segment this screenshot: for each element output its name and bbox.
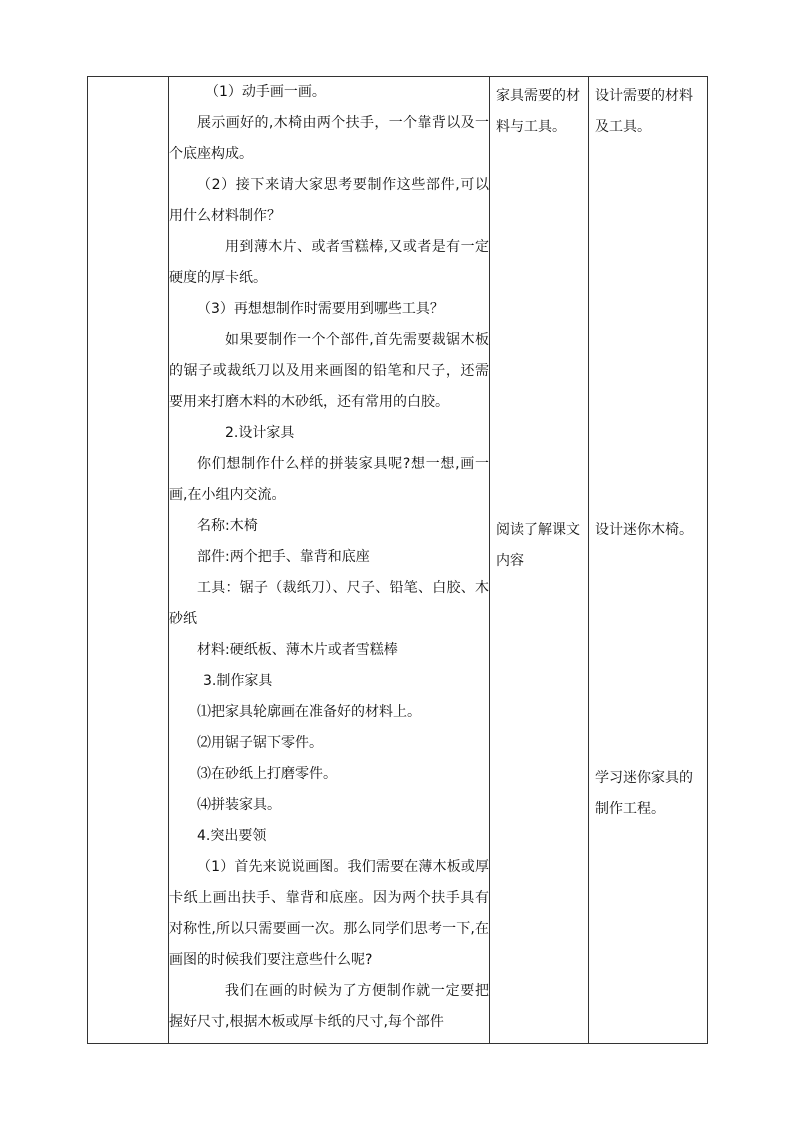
- student-activity-text: 阅读了解课文内容: [496, 522, 580, 569]
- process-step: ⑷拼装家具。: [197, 797, 281, 813]
- student-activity-cell: [490, 77, 589, 1044]
- section-heading: 4.突出要领: [197, 828, 267, 844]
- process-paragraph: （3）再想想制作时需要用到哪些工具？: [197, 301, 444, 317]
- lesson-plan-table: [87, 76, 708, 1044]
- process-paragraph: 材料:硬纸板、薄木片或者雪糕棒: [197, 642, 398, 658]
- design-intent-text: 设计迷你木椅。: [595, 522, 693, 538]
- process-paragraph: （2）接下来请大家思考要制作这些部件,可以用什么材料制作？: [169, 177, 489, 224]
- process-paragraph: 如果要制作一个个部件,首先需要裁锯木板的锯子或裁纸刀以及用来画图的铅笔和尺子，还需要用来打磨木料的木砂纸，还有常用的白胶。: [169, 332, 489, 410]
- process-paragraph: 展示画好的,木椅由两个扶手，一个靠背以及一个底座构成。: [169, 115, 489, 162]
- process-step: ⑵用锯子锯下零件。: [197, 735, 323, 751]
- process-paragraph: 你们想制作什么样的拼装家具呢?想一想,画一画,在小组内交流。: [169, 456, 489, 503]
- section-heading: 3.制作家具: [203, 673, 273, 689]
- teaching-process-cell: [169, 77, 490, 1044]
- design-intent-text: 学习迷你家具的制作工程。: [595, 770, 693, 817]
- process-paragraph: 我们在画的时候为了方便制作就一定要把握好尺寸,根据木板或厚卡纸的尺寸,每个部件: [169, 983, 489, 1030]
- student-activity-text: 家具需要的材料与工具。: [496, 88, 580, 135]
- stage-cell: [88, 77, 169, 1044]
- process-paragraph: 名称:木椅: [197, 518, 258, 534]
- section-heading: 2.设计家具: [225, 425, 295, 441]
- table-row: [88, 77, 708, 1044]
- process-paragraph: 部件:两个把手、靠背和底座: [197, 549, 370, 565]
- process-paragraph: 用到薄木片、或者雪糕棒,又或者是有一定硬度的厚卡纸。: [169, 239, 489, 286]
- design-intent-cell: [589, 77, 708, 1044]
- process-step: ⑴把家具轮廓画在准备好的材料上。: [197, 704, 421, 720]
- process-paragraph: （1）首先来说说画图。我们需要在薄木板或厚卡纸上画出扶手、靠背和底座。因为两个扶手具有对称性,所以只需要画一次。那么同学们思考一下,在画图的时候我们要注意些什么呢?: [169, 859, 489, 968]
- design-intent-text: 设计需要的材料及工具。: [595, 88, 693, 135]
- process-step: ⑶在砂纸上打磨零件。: [197, 766, 337, 782]
- process-paragraph: 工具：锯子（裁纸刀）、尺子、铅笔、白胶、木砂纸: [169, 580, 489, 627]
- process-paragraph: （1）动手画一画。: [205, 84, 326, 100]
